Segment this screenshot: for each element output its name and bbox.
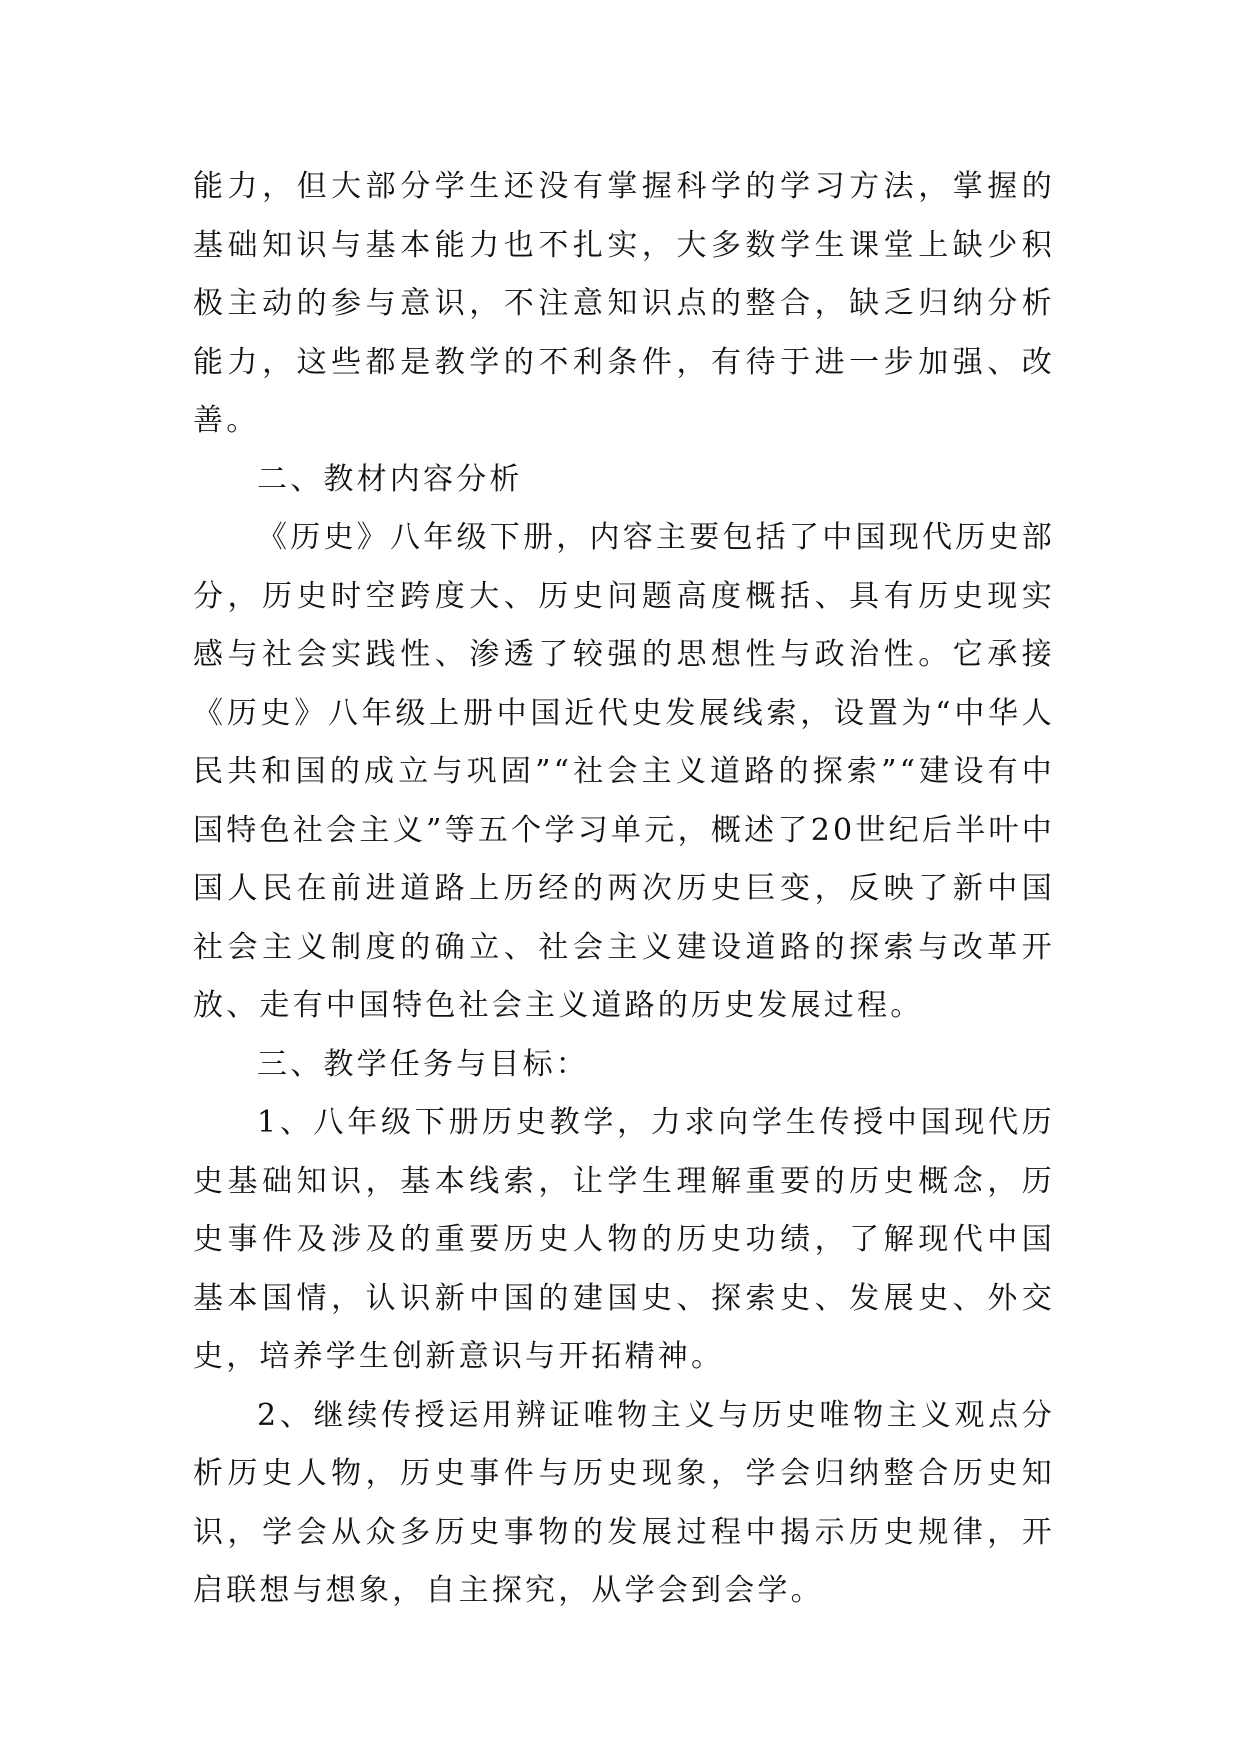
paragraph-goal-1: 1、八年级下册历史教学，力求向学生传授中国现代历史基础知识，基本线索，让学生理解重要的历史概念，历史事件及涉及的重要历史人物的历史功绩，了解现代中国基本国情，认识新中国的建国史、探索史、发展史、外交史，培养学生创新意识与开拓精神。 [193, 1105, 1055, 1374]
document-body [193, 158, 1055, 1621]
paragraph-goal-2: 2、继续传授运用辨证唯物主义与历史唯物主义观点分析历史人物，历史事件与历史现象，学会归纳整合历史知识，学会从众多历史事物的发展过程中揭示历史规律，开启联想与想象，自主探究，从学会到会学。 [193, 1397, 1055, 1608]
paragraph-intro-continuation: 能力，但大部分学生还没有掌握科学的学习方法，掌握的基础知识与基本能力也不扎实，大多数学生课堂上缺少积极主动的参与意识，不注意知识点的整合，缺乏归纳分析能力，这些都是教学的不利条件，有待于进一步加强、改善。 [193, 169, 1055, 438]
section-heading-teaching-goals: 三、教学任务与目标： [257, 1046, 589, 1082]
paragraph-textbook-analysis: 《历史》八年级下册，内容主要包括了中国现代历史部分，历史时空跨度大、历史问题高度概括、具有历史现实感与社会实践性、渗透了较强的思想性与政治性。它承接《历史》八年级上册中国近代史发展线索，设置为“中华人民共和国的成立与巩固”“社会主义道路的探索”“建设有中国特色社会主义”等五个学习单元，概述了20世纪后半叶中国人民在前进道路上历经的两次历史巨变，反映了新中国社会主义制度的确立、社会主义建设道路的探索与改革开放、走有中国特色社会主义道路的历史发展过程。 [193, 520, 1055, 1023]
section-heading-textbook-analysis: 二、教材内容分析 [257, 461, 523, 497]
